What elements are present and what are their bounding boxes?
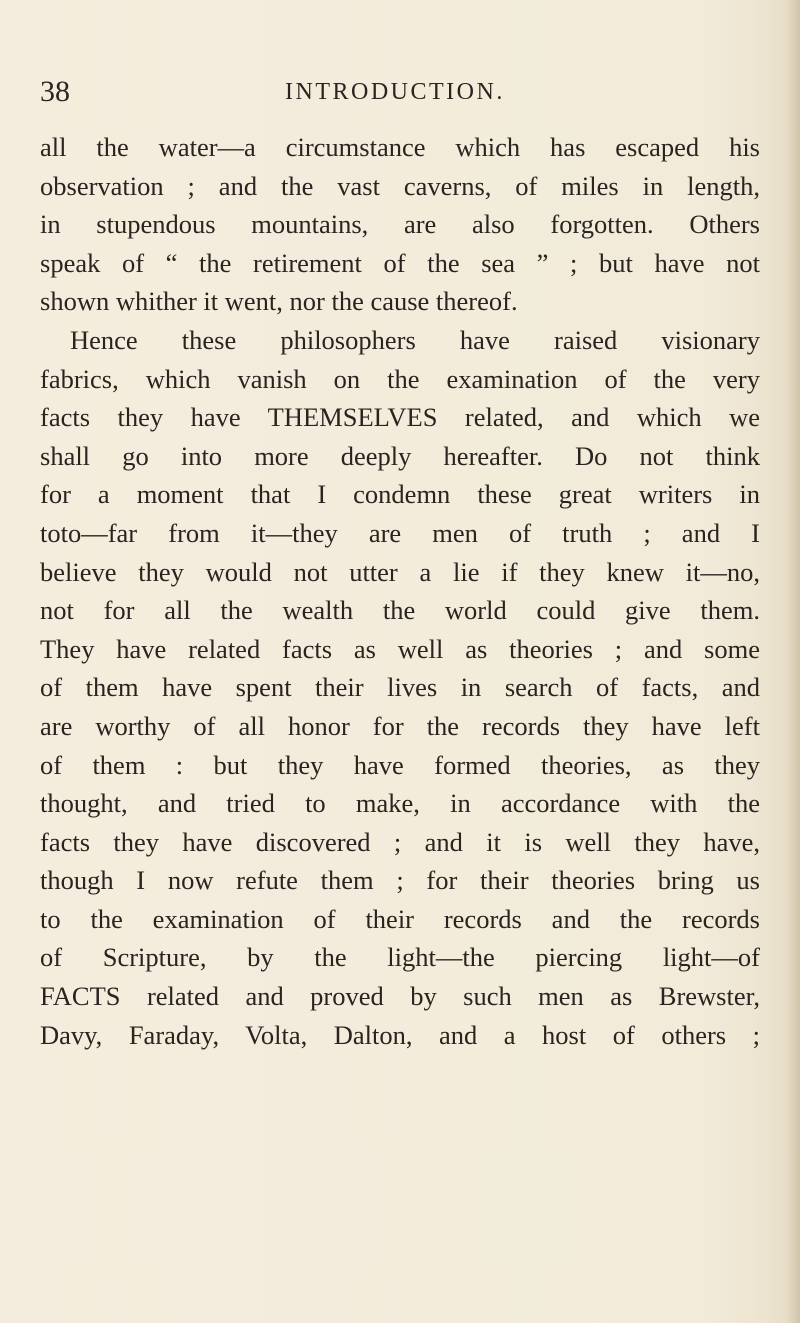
- text-line: in stupendous mountains, are also forgotten. Others: [40, 209, 760, 240]
- text-line: not for all the wealth the world could give them.: [40, 595, 760, 626]
- text-line: speak of “ the retirement of the sea ” ; but have not: [40, 247, 760, 278]
- text-line: observation ; and the vast caverns, of miles in length,: [40, 170, 760, 201]
- text-line: Davy, Faraday, Volta, Dalton, and a host of others ;: [40, 1019, 760, 1050]
- text-line: of them have spent their lives in search of facts, and: [40, 672, 760, 703]
- page-edge-shadow: [786, 0, 800, 1323]
- text-line: shown whither it went, nor the cause thereof.: [40, 286, 518, 317]
- text-line: for a moment that I condemn these great writers in: [40, 479, 760, 510]
- text-line: all the water—a circumstance which has escaped his: [40, 132, 760, 162]
- text-line: of Scripture, by the light—the piercing light—of: [40, 942, 760, 973]
- text-line: though I now refute them ; for their theories bring us: [40, 865, 760, 896]
- text-line: thought, and tried to make, in accordance with the: [40, 788, 760, 819]
- page-header: [40, 72, 760, 112]
- page-number: 38: [40, 75, 70, 108]
- text-line: facts they have discovered ; and it is well they have,: [40, 826, 760, 857]
- text-line: shall go into more deeply hereafter. Do not think: [40, 440, 760, 471]
- text-line: are worthy of all honor for the records they have left: [40, 710, 760, 741]
- text-line: toto—far from it—they are men of truth ; and I: [40, 517, 760, 548]
- text-line: Hence these philosophers have raised visionary: [70, 324, 760, 355]
- text-line: FACTS related and proved by such men as Brewster,: [40, 981, 760, 1012]
- text-line: believe they would not utter a lie if they knew it—no,: [40, 556, 760, 587]
- text-line: fabrics, which vanish on the examination of the very: [40, 363, 760, 394]
- text-line: They have related facts as well as theories ; and some: [40, 633, 760, 664]
- text-line: to the examination of their records and the records: [40, 903, 760, 934]
- body-text: [40, 128, 760, 1054]
- text-line: facts they have THEMSELVES related, and which we: [40, 402, 760, 433]
- running-head: INTRODUCTION.: [285, 79, 505, 105]
- text-line: of them : but they have formed theories, as they: [40, 749, 760, 780]
